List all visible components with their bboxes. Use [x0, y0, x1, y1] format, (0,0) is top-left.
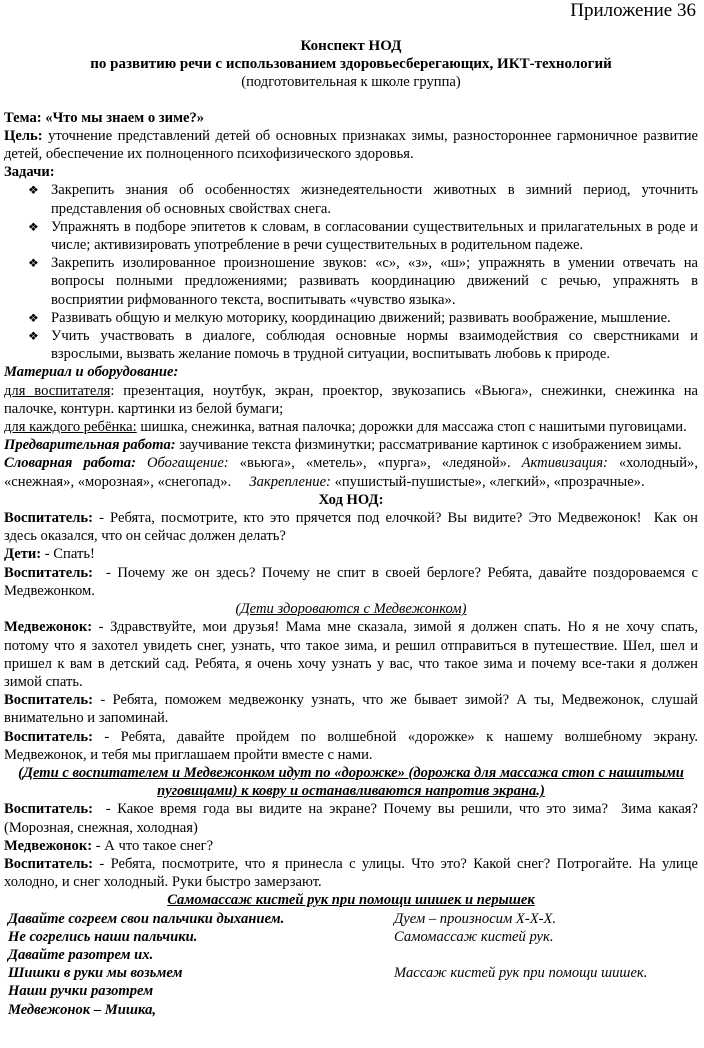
massage-heading: Самомассаж кистей рук при помощи шишек и перышек [167, 892, 535, 909]
materials-teacher: для воспитателя: презентация, ноутбук, экран, проектор, звукозапись «Вьюга», снежинки, снежинка на палочке, контурн. картинки из белой бумаги; [4, 382, 698, 417]
rhyme-line: Не согрелись наши пальчики. [8, 928, 198, 945]
rhyme-line: Давайте разотрем их. [8, 946, 154, 963]
materials-child: для каждого ребёнка: шишка, снежинка, ватная палочка; дорожки для массажа стоп с нашитыми пуговицами. [4, 419, 687, 436]
dialogue-line: Воспитатель: - Ребята, поможем медвежонку узнать, что же бывает зимой? А ты, Медвежонок, слушай внимательно и запоминай. [4, 692, 698, 727]
doc-title: Конспект НОД [300, 38, 402, 54]
dialogue-line: Дети: - Спать! [4, 546, 95, 563]
dialogue-line: Воспитатель: - Какое время года вы видите на экране? Почему вы решили, что это зима? Зима какая? (Морозная, снежная, холодная) [4, 801, 702, 836]
vocab-paragraph: Словарная работа: Обогащение: «вьюга», «метель», «пурга», «ледяной». Активизация: «холодный», «снежная», «морозная», «снегопад». Закрепление: «пушистый-пушистые», «легкий», «прозрачные». [4, 455, 698, 490]
diamond-bullet-icon: ❖ [28, 219, 39, 234]
task-item: ❖ Закрепить изолированное произношение звуков: «с», «з», «ш»; упражнять в умении отвечать на вопросы полными предложениями; развивать координацию движений с речью, упражнять в восприятии рифмованного текста, воспитывать «чувство языка». [28, 255, 698, 308]
materials-child-label: для каждого ребёнка: [4, 419, 137, 436]
doc-subtitle: по развитию речи с использованием здоровьесберегающих, ИКТ-технологий [90, 56, 612, 73]
materials-label: Материал и оборудование: [4, 364, 179, 381]
rhyme-action [394, 946, 698, 964]
rhyme-action: Самомассаж кистей рук. [394, 928, 554, 945]
dialogue-line: Воспитатель: - Почему же он здесь? Почему не спит в своей берлоге? Ребята, давайте поздороваемся с Медвежонком. [4, 564, 702, 599]
rhyme-action [394, 1001, 698, 1019]
task-item: ❖ Развивать общую и мелкую моторику, координацию движений; развивать воображение, мышление. [28, 309, 671, 326]
topic-line: Тема: «Что мы знаем о зиме?» [4, 109, 205, 126]
appendix-label: Приложение 36 [570, 0, 696, 21]
goal-paragraph [4, 127, 698, 163]
prelim-paragraph: Предварительная работа: заучивание текста физминутки; рассматривание картинок с изображением зимы. [4, 437, 682, 454]
rhyme-line: Наши ручки разотрем [8, 983, 154, 1000]
rhyme-table [4, 910, 698, 1019]
dialogue-line: Медвежонок: - А что такое снег? [4, 837, 214, 854]
dialogue-line: Воспитатель: - Ребята, посмотрите, что я принесла с улицы. Что это? Какой снег? Потрогайте. На улице холодно, и снег холодный. Руки быстро замерзают. [4, 855, 698, 891]
rhyme-action [394, 982, 698, 1000]
rhyme-line: Давайте согреем свои пальчики дыханием. [8, 910, 285, 927]
rhyme-action: Массаж кистей рук при помощи шишек. [394, 965, 648, 982]
dialogue-line: Воспитатель: - Ребята, посмотрите, кто это прячется под елочкой? Вы видите? Это Медвежонок! Как он здесь оказался, что он сейчас должен делать? [4, 510, 702, 545]
stage-note: (Дети с воспитателем и Медвежонком идут по «дорожке» (дорожка для массажа стоп с нашитыми пуговицами) к ковру и останавливаются напротив экрана.) [18, 764, 684, 800]
tasks-label: Задачи: [4, 164, 55, 181]
tasks-list [4, 181, 698, 363]
rhyme-line: Шишки в руки мы возьмем [8, 965, 183, 982]
dialogue-line: Медвежонок: - Здравствуйте, мои друзья! Мама мне сказала, зимой я должен спать. Но я не хочу спать, потому что я захотел увидеть снег, узнать, что такое зима, и решил отправиться в путешествие. Шел, шел и пришел к вам в детский сад. Ребята, я очень хочу узнать у вас, что такое зима и почему все-таки я должен зимой спать. [4, 619, 698, 690]
stage-note: (Дети здороваются с Медвежонком) [235, 601, 467, 618]
prelim-label: Предварительная работа: [4, 437, 176, 454]
goal-text: уточнение представлений детей об основных признаках зимы, разностороннее гармоничное развитие детей, обеспечение их полноценного психофизического здоровья. [4, 127, 698, 163]
diamond-bullet-icon: ❖ [28, 256, 39, 271]
task-item: ❖ Учить участвовать в диалоге, соблюдая основные нормы взаимодействия со сверстниками и взрослыми, вызвать желание помочь в трудной ситуации, воспитывать любовь к природе. [28, 328, 698, 363]
diamond-bullet-icon: ❖ [28, 310, 39, 325]
diamond-bullet-icon: ❖ [28, 183, 39, 198]
group-label: (подготовительная к школе группа) [241, 74, 461, 91]
materials-teacher-label: для воспитателя [4, 382, 111, 399]
dialogue-line: Воспитатель: - Ребята, давайте пройдем по волшебной «дорожке» к нашему волшебному экрану. Медвежонок, и тебя мы приглашаем пройти вместе с нами. [4, 728, 698, 763]
vocab-label: Словарная работа: [4, 455, 136, 472]
task-item: ❖ Упражнять в подборе эпитетов к словам, в согласовании существительных и прилагательных в роде и числе; активизировать употребление в речи существительных в родительном падеже. [28, 218, 698, 254]
task-item: ❖ Закрепить знания об особенностях жизнедеятельности животных в зимний период, уточнить представления об основных свойствах снега. [28, 182, 698, 217]
goal-label: Цель: [4, 127, 43, 144]
diamond-bullet-icon: ❖ [28, 329, 39, 344]
course-heading: Ход НОД: [318, 491, 384, 508]
rhyme-action: Дуем – произносим Х-Х-Х. [394, 910, 557, 927]
rhyme-line: Медвежонок – Мишка, [8, 1001, 157, 1018]
